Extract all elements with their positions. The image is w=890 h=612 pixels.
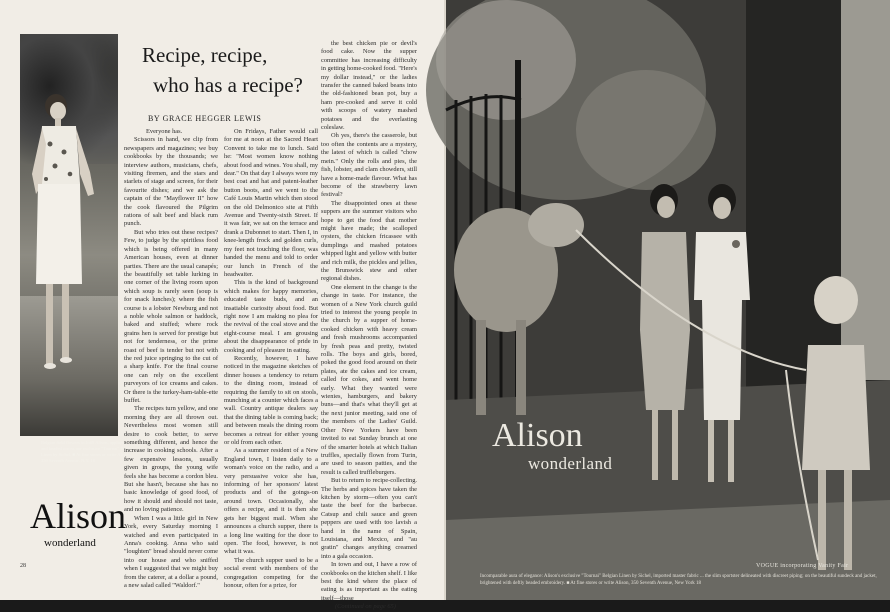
paragraph: Scissors in hand, we clip from newspapers and magazines; we buy cookbooks by the thousands; we interview authors, musicians, chefs, visiting firemen, and the stars and starlets of stage and screen, for their favourite dishes; and we ask the captain of the "Mayflower II" how the cook flavoured the Pilgrim rations of salt beef and black rum punch. xyxy=(124,136,218,228)
magazine-folio: VOGUE incorporating Vanity Fair xyxy=(756,563,849,569)
paragraph: In town and out, I have a row of cookbooks on the kitchen shelf. I like best the kind where the place of eating is as important as the eating itself—those xyxy=(321,561,418,602)
paragraph: When I was a little girl in New York, every Saturday morning I watched and even participated in Anna's cooking. Anna who said "loughten" bread should never come into our house and who sniffed when I suggested that we might buy from the caterer, at a dollar a pound, a new salad called "Waldorf." xyxy=(124,514,218,589)
paragraph: Everyone has. xyxy=(146,128,183,135)
alison-logo-right: Alison xyxy=(492,417,583,454)
garden-scene-photo xyxy=(446,0,890,600)
paragraph: Oh yes, there's the casserole, but too often the contents are a mystery, the latest of which is called "chow mein." Only the rolls and pies, the fish, lobster, and clam chowders, still have a home-made flavour. What has become of the strawberry lawn festival? xyxy=(321,132,417,199)
right-page xyxy=(446,0,890,600)
wonderland-tagline-right: wonderland xyxy=(528,454,613,473)
headline-line-2: who has a recipe? xyxy=(153,73,303,97)
page-number-left: 28 xyxy=(20,563,26,569)
text-column-1 xyxy=(124,128,218,589)
continued-note: (Continued on page 65) xyxy=(335,603,396,611)
paragraph: The church supper used to be a social event with members of the congregation competing for the honour, often for a prize, for xyxy=(224,556,318,589)
paragraph: But who tries out these recipes? Few, to judge by the spiritless food which is being offered in many American houses, even at dinner parties. There are the usual canapés; the beautifully set table lurking in one corner of the living room upon which soup is rarely seen (soup is for snack lunches); where the fish course is a lobster Newburg and not a noble whole salmon or haddock, baked and stuffed; where rock grains hen is served for prestige but not for tenderness, or the prime roast of beef is tender but not with the red juice springing to the cut of a sharp knife. For the final course one can rely on the excellent purveyors of ice creams and cakes. Or there is the turkey-ham-table-ette buffet. xyxy=(124,228,218,404)
photo-caption-right: Incomparable aura of elegance: Alison's exclusive "Tournai" Belgian Linen by Sichel, imported master fabric ... the slim sportster delineated with discreet piping; on the beautiful sundeck and jacket, brightened with deftly beaded embroidery. ■ At fine stores or write Alison, 350 Seventh Avenue, New York 18 xyxy=(480,574,877,586)
paragraph: The recipes turn yellow, and one morning they are all thrown out. Nevertheless most women still desire to cook better, to serve something different, and hence the increase in cooking schools. After a few expensive lessons, usually given in groups, the young wife feels she has become a cordon bleu. But she hasn't, because she has no basic knowledge of good food, of how it should and should not taste, and no loving patience. xyxy=(124,405,218,514)
model-photo-left xyxy=(20,34,135,463)
model-figure xyxy=(20,34,118,436)
paragraph: On Fridays, Father would call for me at noon at the Sacred Heart Convent to take me to lunch. Said he: "Most women know nothing about food and wines. You shall, my dear." On that day I always wore my best coat and hat and patent-leather button boots, and we went to the Café Louis Martin which then stood on the old Delmonico site at Fifth Avenue and Twenty-sixth Street. If it was fair, we sat on the terrace and drank a Dubonnet to start. Then I, in knee-length frock and golden curls, my feet not touching the floor, was handed the menu and told to order our lunch in French of the headwaiter. xyxy=(224,128,318,278)
article-headline xyxy=(132,40,332,100)
paragraph: The disappointed ones at these suppers are the summer visitors who hope to get the food that mother might have made; the scalloped oysters, the chicken fricassee with dumplings and mashed potatoes whipped light and yellow with butter and rich milk, the pickles and jellies, the Brunswick stew and other regional dishes. xyxy=(321,199,417,283)
text-column-3 xyxy=(321,40,418,611)
paragraph: Recently, however, I have noticed in the magazine sketches of dinner houses a tendency to return to the dining room, instead of requiring the family to sit on stools, munching at a counter which faces a wall. Country antique dealers say that the dining table is coming back; and between meals the dining room becomes a retreat for either young or old from each other. xyxy=(224,354,318,447)
headline-line-1: Recipe, recipe, xyxy=(142,43,268,67)
paragraph: As a summer resident of a New England town, I listen daily to a woman's voice on the radio, and a very persuasive voice she has, informing of her sponsors' latest products and of the goings-on around town. Occasionally, she offers a recipe, and it is then she gets her biggest mail. When she announces a church supper, there is a long line waiting for the door to open. The food, however, is not what it was. xyxy=(224,447,318,556)
text-column-2 xyxy=(224,128,318,589)
alison-logo-left: Alison xyxy=(30,496,127,536)
photo-caption-left: Belgian field flowers in Jo#8 Alison, appliquéd and beaded across our exclusive "Tournai" Belgian Linen by Sichel. ■ At fine stores or write Alison, 350 Seventh Avenue, N.Y. 18 xyxy=(41,440,135,463)
paragraph: One element in the change is the change in taste. For instance, the women of a New York church guild tried to interest the young people in the church by a supper of home-cooked chicken with heavy cream and fresh mushrooms accompanied by fresh peas and pretty, twisted rolls. The boys and girls, bored, poked the good food around on their plates, ate the cakes and ice cream, called for cokes, and went home early. What they wanted were wienies, hamburgers, and bakery buns—and that's what they'll get at the next junior meeting, said one of the members of the Ladies' Guild. Other New Yorkers have been invited to eat Sunday brunch at one of the smarter hotels at which Italian truffles, specially flown from Turin, are used to season patties, and the result is called truffleburgers. xyxy=(321,283,417,476)
byline: BY GRACE HEGGER LEWIS xyxy=(148,114,262,123)
paragraph: This is the kind of background which makes for happy memories, educated taste buds, and an insatiable curiosity about food. But right now I am making no plea for the revival of the coal stove and the eight-course meal. I am grousing about the disappearance of pride in cooking and of pleasure in eating. xyxy=(224,279,318,354)
paragraph: the best chicken pie or devil's food cake. Now the supper committee has increasing difficulty in getting home-cooked food. "Here's my dollar instead," or the ladies transfer the canned baked beans into the old-fashioned bean pot, buy a ham pre-cooked and serve it cold with scoops of watery mashed potatoes and the everlasting coleslaw. xyxy=(321,40,417,132)
paragraph: But to return to recipe-collecting. The herbs and spices have taken the kitchen by storm—often you can't taste the beef for the barbecue. Catsup and chili sauce and green peppers are used with too lavish a hand in the name of Spain, Louisiana, and Mexico, and "au gratin" changes anything creamed into a gala occasion. xyxy=(321,477,417,560)
wonderland-tagline-left: wonderland xyxy=(44,537,96,549)
